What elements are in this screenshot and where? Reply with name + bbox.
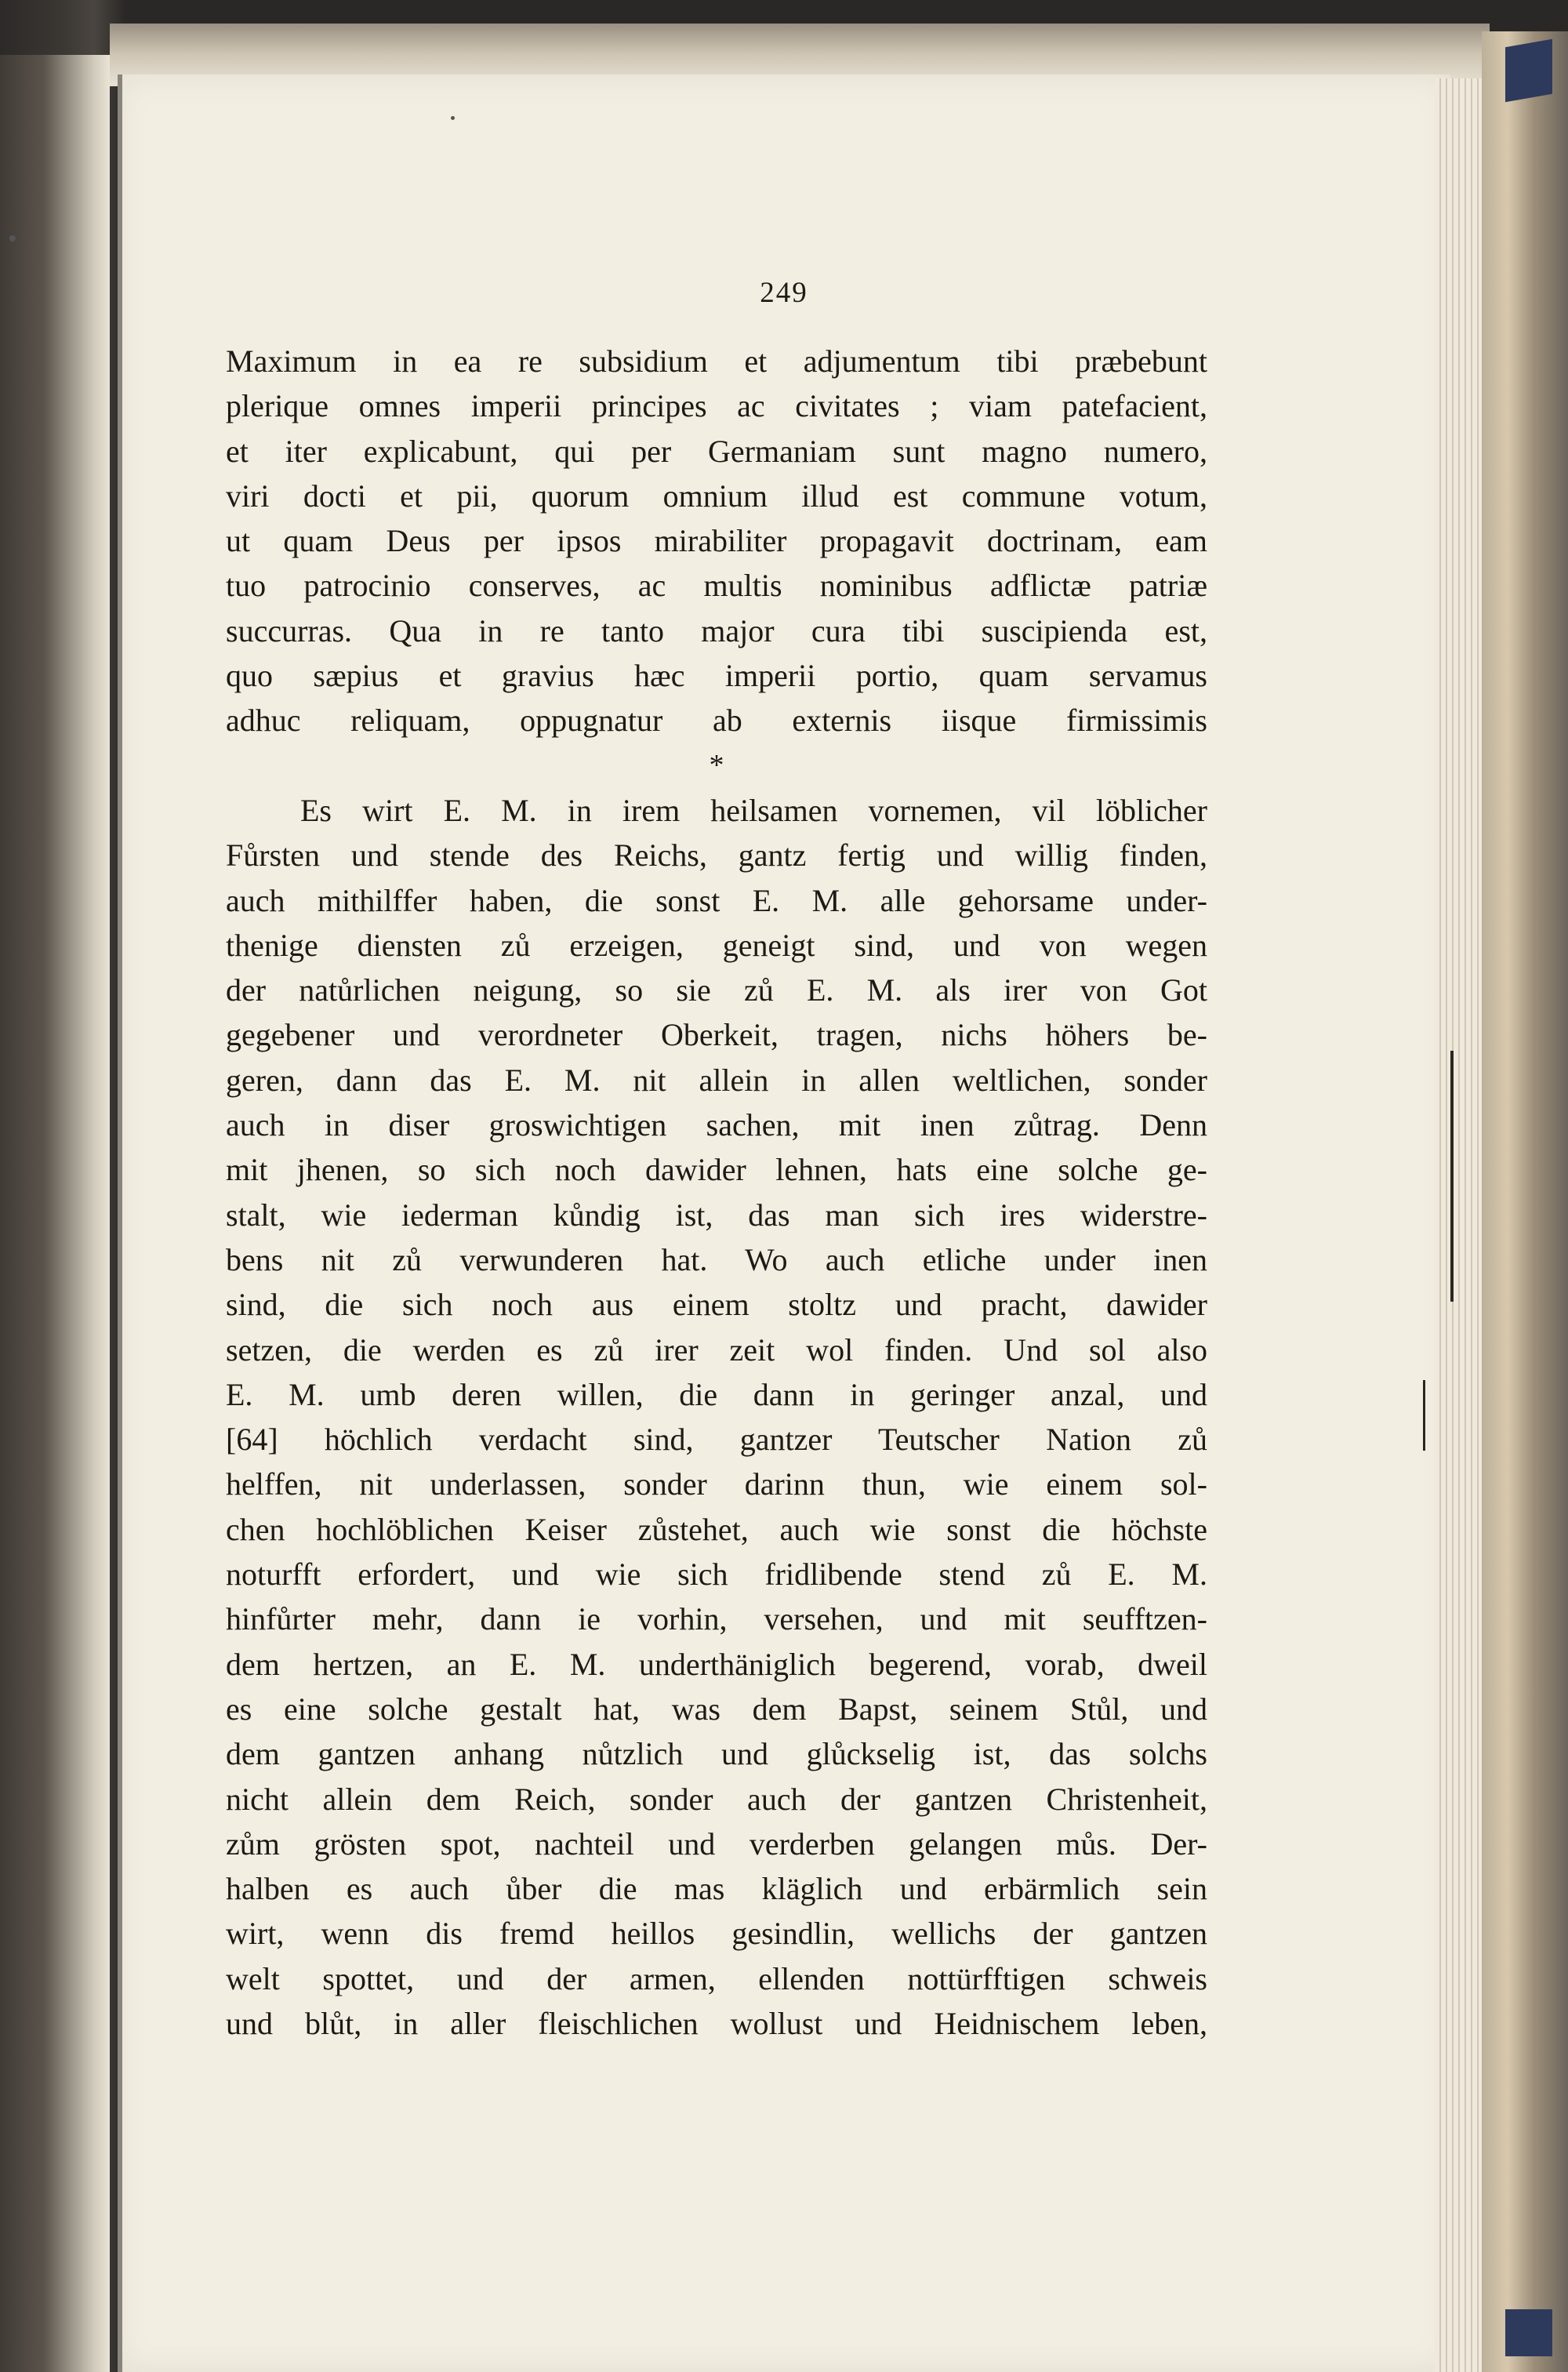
text-line: sind, die sich noch aus einem stoltz und pracht, dawider bbox=[226, 1287, 1207, 1323]
text-line: chen hochlöblichen Keiser zůstehet, auch wie sonst die höchste bbox=[226, 1511, 1207, 1547]
text-line: ut quam Deus per ipsos mirabiliter propagavit doctrinam, eam bbox=[226, 523, 1207, 559]
text-line: Fůrsten und stende des Reichs, gantz fertig und willig finden, bbox=[226, 837, 1207, 874]
text-line: nicht allein dem Reich, sonder auch der gantzen Christenheit, bbox=[226, 1781, 1207, 1817]
latin-paragraph bbox=[226, 339, 1207, 743]
cover-corner-top bbox=[1505, 39, 1552, 103]
text-line: plerique omnes imperii principes ac civitates ; viam patefacient, bbox=[226, 388, 1207, 424]
text-line: thenige diensten zů erzeigen, geneigt sind, und von wegen bbox=[226, 927, 1207, 963]
text-line: [64] höchlich verdacht sind, gantzer Teutscher Nation zů bbox=[226, 1422, 1207, 1458]
text-line: zům grösten spot, nachteil und verderben gelangen můs. Der- bbox=[226, 1825, 1207, 1862]
text-line: welt spottet, und der armen, ellenden nottürfftigen schweis bbox=[226, 1960, 1207, 1996]
text-line: setzen, die werden es zů irer zeit wol finden. Und sol also bbox=[226, 1331, 1207, 1368]
text-line: hinfůrter mehr, dann ie vorhin, versehen, und mit seufftzen- bbox=[226, 1601, 1207, 1637]
text-line: Es wirt E. M. in irem heilsamen vornemen, vil löblicher bbox=[300, 792, 1207, 828]
text-line: Maximum in ea re subsidium et adjumentum tibi præbebunt bbox=[226, 343, 1207, 379]
text-line: helffen, nit underlassen, sonder darinn thun, wie einem sol- bbox=[226, 1466, 1207, 1502]
margin-mark bbox=[1450, 1051, 1454, 1302]
page-gutter bbox=[118, 74, 122, 2372]
text-line: stalt, wie iederman kůndig ist, das man sich ires widerstre- bbox=[226, 1197, 1207, 1233]
text-line: succurras. Qua in re tanto major cura tibi suscipienda est, bbox=[226, 612, 1207, 648]
section-separator: * bbox=[709, 748, 724, 782]
text-line: dem hertzen, an E. M. underthäniglich begerend, vorab, dweil bbox=[226, 1646, 1207, 1682]
page-edges bbox=[1435, 78, 1482, 2372]
text-line: gegebener und verordneter Oberkeit, tragen, nichs höhers be- bbox=[226, 1017, 1207, 1053]
text-line: tuo patrocinio conserves, ac multis nominibus adflictæ patriæ bbox=[226, 568, 1207, 604]
text-block bbox=[226, 339, 1207, 2046]
text-line: auch mithilffer haben, die sonst E. M. alle gehorsame under- bbox=[226, 882, 1207, 918]
cover-corner-bottom bbox=[1505, 2309, 1552, 2356]
right-cover-board bbox=[1482, 31, 1568, 2372]
german-paragraph bbox=[226, 788, 1207, 2046]
text-line: der natůrlichen neigung, so sie zů E. M. als irer von Got bbox=[226, 972, 1207, 1008]
left-cover-board bbox=[0, 55, 110, 2372]
text-line: mit jhenen, so sich noch dawider lehnen, hats eine solche ge- bbox=[226, 1152, 1207, 1188]
text-line: dem gantzen anhang nůtzlich und glůckselig ist, das solchs bbox=[226, 1736, 1207, 1772]
text-line: E. M. umb deren willen, die dann in geringer anzal, und bbox=[226, 1376, 1207, 1412]
text-line: halben es auch ůber die mas kläglich und erbärmlich sein bbox=[226, 1871, 1207, 1907]
text-line: adhuc reliquam, oppugnatur ab externis iisque firmissimis bbox=[226, 703, 1207, 739]
text-line: wirt, wenn dis fremd heillos gesindlin, wellichs der gantzen bbox=[226, 1916, 1207, 1952]
speck bbox=[451, 116, 455, 120]
text-line: quo sæpius et gravius hæc imperii portio, quam servamus bbox=[226, 658, 1207, 694]
speck bbox=[9, 235, 16, 242]
text-line: auch in diser groswichtigen sachen, mit inen zůtrag. Denn bbox=[226, 1107, 1207, 1143]
text-line: viri docti et pii, quorum omnium illud est commune votum, bbox=[226, 478, 1207, 514]
text-line: und blůt, in aller fleischlichen wollust und Heidnischem leben, bbox=[226, 2005, 1207, 2041]
text-line: geren, dann das E. M. nit allein in allen weltlichen, sonder bbox=[226, 1062, 1207, 1098]
page-number: 249 bbox=[760, 277, 808, 309]
text-line: noturfft erfordert, und wie sich fridlibende stend zů E. M. bbox=[226, 1557, 1207, 1593]
text-line: et iter explicabunt, qui per Germaniam sunt magno numero, bbox=[226, 433, 1207, 469]
text-line: es eine solche gestalt hat, was dem Bapst, seinem Stůl, und bbox=[226, 1691, 1207, 1727]
text-line: bens nit zů verwunderen hat. Wo auch etliche under inen bbox=[226, 1241, 1207, 1277]
margin-mark bbox=[1423, 1380, 1425, 1451]
